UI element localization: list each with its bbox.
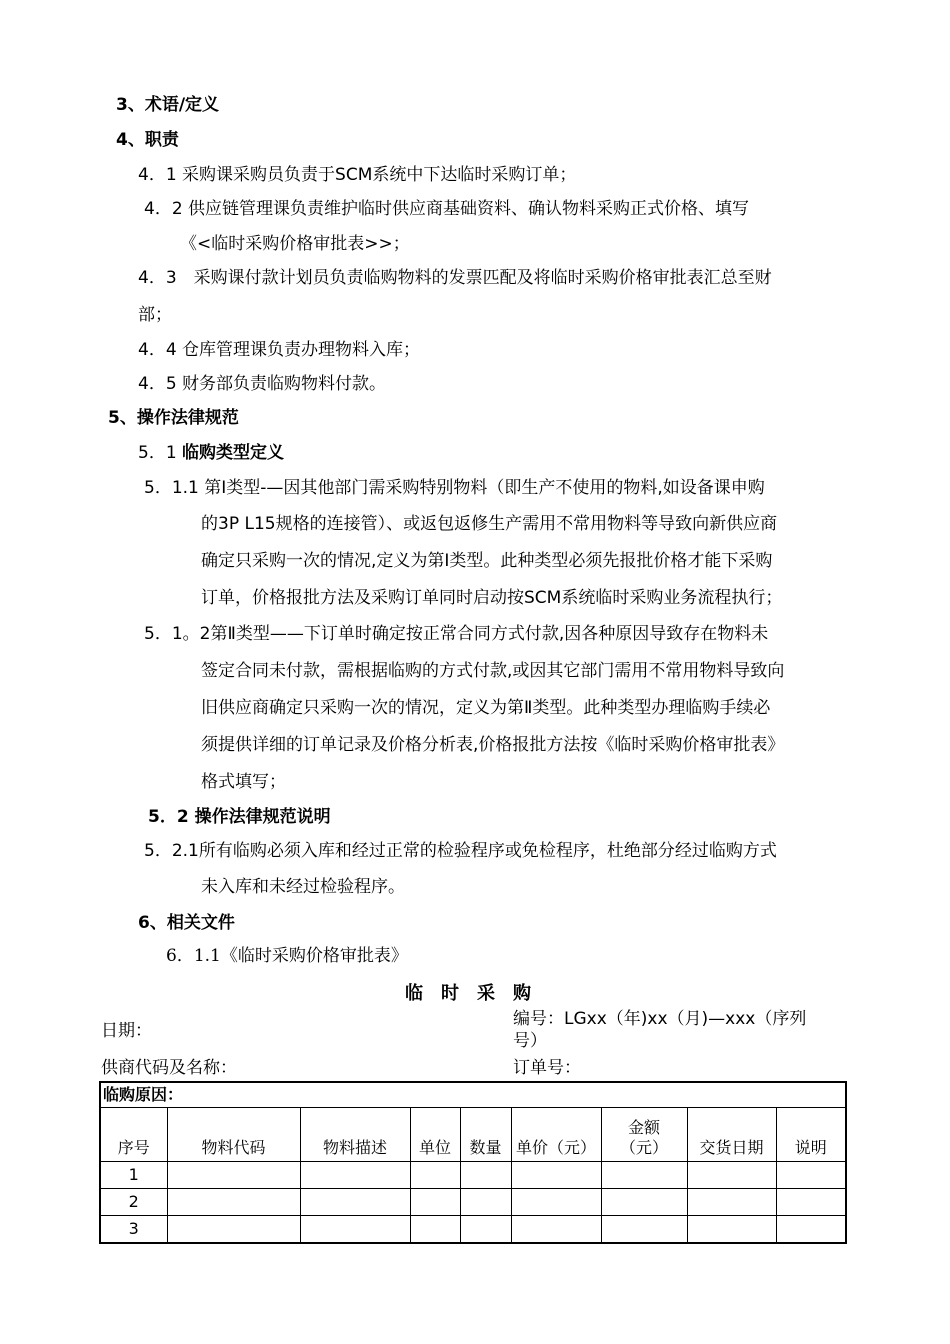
cell-delivery-date[interactable]	[687, 1216, 776, 1244]
cell-material-desc[interactable]	[300, 1189, 410, 1216]
cell-material-code[interactable]	[167, 1216, 300, 1244]
code-label-line2: 号）	[513, 1031, 547, 1051]
section-4-1: 4．1 采购课采购员负责于SCM系统中下达临时采购订单；	[138, 165, 577, 185]
row-seq: 2	[100, 1189, 167, 1216]
row-seq: 3	[100, 1216, 167, 1244]
cell-unit-price[interactable]	[511, 1162, 601, 1189]
section-5-1-1-line2: 的3P L15规格的连接管）、或返包返修生产需用不常用物料等导致向新供应商	[201, 514, 778, 534]
reason-label: 临购原因：	[100, 1082, 846, 1108]
section-5-2-1-line1: 5．2.1所有临购必须入库和经过正常的检验程序或免检程序，杜绝部分经过临购方式	[144, 841, 777, 861]
row-seq: 1	[100, 1162, 167, 1189]
section-5-1-2-line2: 签定合同未付款，需根据临购的方式付款,或因其它部门需用不常用物料导致向	[201, 661, 785, 681]
section-5-1-2-line3: 旧供应商确定只采购一次的情况，定义为第Ⅱ类型。此种类型办理临购手续必	[201, 698, 771, 718]
code-label-line1: 编号：LGxx（年)xx（月)—xxx（序列	[513, 1009, 807, 1029]
section-6-heading: 6、相关文件	[138, 913, 235, 933]
col-header-seq: 序号	[100, 1108, 167, 1162]
cell-amount[interactable]	[601, 1162, 687, 1189]
cell-material-code[interactable]	[167, 1189, 300, 1216]
col-header-material-code: 物料代码	[167, 1108, 300, 1162]
cell-unit[interactable]	[410, 1189, 460, 1216]
form-title: 临时采购	[405, 983, 549, 1004]
cell-material-desc[interactable]	[300, 1162, 410, 1189]
cell-remark[interactable]	[776, 1189, 846, 1216]
section-5-1-1-line4: 订单，价格报批方法及采购订单同时启动按SCM系统临时采购业务流程执行；	[201, 588, 783, 608]
section-5-1-1-line1: 5．1.1 第Ⅰ类型-—因其他部门需采购特别物料（即生产不使用的物料,如设备课申购	[144, 478, 765, 498]
cell-remark[interactable]	[776, 1162, 846, 1189]
section-3-heading: 3、术语/定义	[116, 95, 220, 115]
col-header-remark: 说明	[776, 1108, 846, 1162]
cell-material-code[interactable]	[167, 1162, 300, 1189]
cell-delivery-date[interactable]	[687, 1189, 776, 1216]
section-5-1-heading	[138, 442, 284, 464]
section-5-1-2-line4: 须提供详细的订单记录及价格分析表,价格报批方法按《临时采购价格审批表》	[201, 735, 785, 755]
section-5-1-2-line1: 5．1。2第Ⅱ类型——下订单时确定按正常合同方式付款,因各种原因导致存在物料未	[144, 624, 769, 644]
cell-unit-price[interactable]	[511, 1216, 601, 1244]
cell-amount[interactable]	[601, 1189, 687, 1216]
cell-remark[interactable]	[776, 1216, 846, 1244]
col-header-amount-line2: （元）	[619, 1138, 668, 1157]
col-header-amount-line1: 金额	[627, 1118, 660, 1137]
section-4-3-line1: 4．3 采购课付款计划员负责临购物料的发票匹配及将临时采购价格审批表汇总至财	[138, 268, 772, 288]
section-5-2-heading: 5．2 操作法律规范说明	[148, 807, 331, 827]
section-4-2-line2: 《<临时采购价格审批表>>；	[180, 234, 410, 254]
table-row	[100, 1162, 846, 1189]
cell-amount[interactable]	[601, 1216, 687, 1244]
col-header-delivery-date: 交货日期	[687, 1108, 776, 1162]
col-header-amount	[601, 1108, 687, 1162]
cell-unit-price[interactable]	[511, 1189, 601, 1216]
table-row	[100, 1216, 846, 1244]
section-6-1-1: 6．1.1《临时采购价格审批表》	[166, 946, 408, 966]
section-5-1-2-line5: 格式填写；	[201, 772, 286, 792]
col-header-unit: 单位	[410, 1108, 460, 1162]
section-5-1-title: 临购类型定义	[182, 443, 285, 463]
section-4-5: 4．5 财务部负责临购物料付款。	[138, 374, 387, 394]
table-row	[100, 1189, 846, 1216]
section-5-1-1-line3: 确定只采购一次的情况,定义为第Ⅰ类型。此种类型必须先报批价格才能下采购	[201, 551, 773, 571]
section-4-4: 4．4 仓库管理课负责办理物料入库；	[138, 340, 421, 360]
section-4-2-line1: 4．2 供应链管理课负责维护临时供应商基础资料、确认物料采购正式价格、填写	[144, 199, 750, 219]
order-label: 订单号：	[513, 1058, 581, 1078]
section-4-3-line2: 部；	[138, 305, 172, 325]
item-table	[99, 1081, 847, 1244]
date-label: 日期：	[101, 1021, 152, 1041]
section-5-2-1-line2: 未入库和未经过检验程序。	[201, 877, 405, 897]
cell-unit[interactable]	[410, 1216, 460, 1244]
cell-material-desc[interactable]	[300, 1216, 410, 1244]
col-header-material-desc: 物料描述	[300, 1108, 410, 1162]
col-header-qty: 数量	[460, 1108, 511, 1162]
supplier-label: 供商代码及名称：	[101, 1058, 237, 1078]
col-header-unit-price: 单价（元）	[511, 1108, 601, 1162]
section-5-heading: 5、操作法律规范	[108, 408, 239, 428]
section-5-1-number: 5．1	[138, 443, 183, 463]
cell-unit[interactable]	[410, 1162, 460, 1189]
cell-qty[interactable]	[460, 1216, 511, 1244]
cell-qty[interactable]	[460, 1189, 511, 1216]
cell-qty[interactable]	[460, 1162, 511, 1189]
section-4-heading: 4、职责	[116, 130, 179, 150]
cell-delivery-date[interactable]	[687, 1162, 776, 1189]
